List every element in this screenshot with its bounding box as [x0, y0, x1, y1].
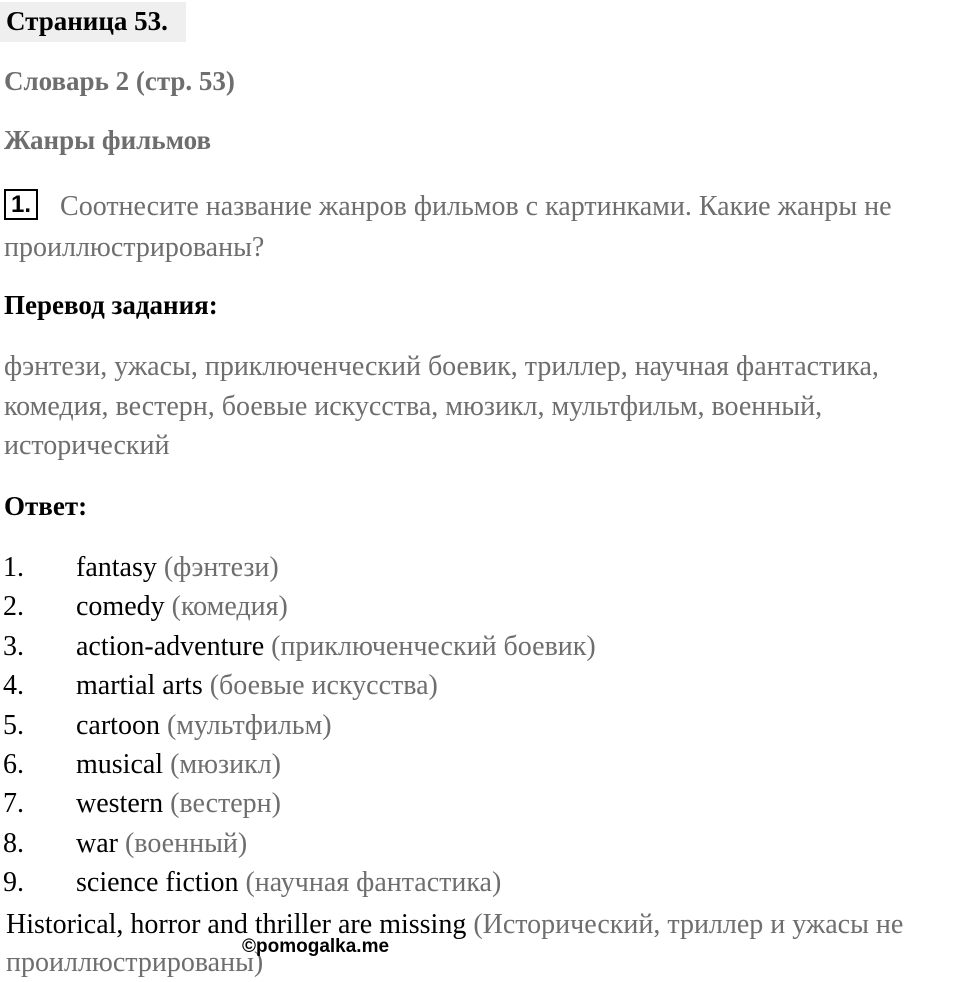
answer-item — [0, 784, 596, 823]
answer-russian: (научная фантастика) — [245, 867, 502, 899]
answer-number: 1. — [3, 552, 24, 583]
answer-english: cartoon — [76, 709, 160, 741]
answer-russian: (боевые искусства) — [209, 670, 438, 702]
answer-number: 9. — [3, 867, 24, 899]
answer-number: 8. — [3, 827, 24, 859]
task-number-box: 1. — [4, 189, 38, 220]
answer-english: comedy — [76, 591, 165, 623]
task-text: Соотнесите название жанров фильмов с картинками. Какие жанры не проиллюстрированы? — [4, 191, 892, 263]
answer-russian: (военный) — [124, 827, 248, 859]
answer-english: musical — [76, 748, 164, 780]
answer-russian: (вестерн) — [170, 788, 281, 820]
answer-english: martial arts — [76, 670, 203, 702]
answer-item — [0, 863, 596, 902]
answer-item — [0, 587, 596, 626]
answer-number: 4. — [3, 670, 24, 702]
answer-number: 3. — [3, 630, 24, 662]
section-title: Словарь 2 (стр. 53) — [4, 66, 235, 96]
answer-russian: (фэнтези) — [163, 552, 279, 583]
topic-title: Жанры фильмов — [4, 125, 212, 155]
answer-russian: (приключенческий боевик) — [271, 630, 596, 662]
answer-english: science fiction — [76, 867, 239, 899]
answer-english: fantasy — [76, 552, 157, 583]
answer-item — [0, 666, 596, 705]
watermark: ©pomogalka.me — [242, 936, 390, 957]
answer-item — [0, 824, 596, 863]
answer-russian: (комедия) — [171, 591, 288, 623]
answer-item — [0, 627, 596, 666]
final-russian: (Исторический, триллер и ужасы не проиллюстрированы) — [6, 909, 904, 978]
answer-english: action-adventure — [76, 630, 265, 662]
task-instruction — [4, 186, 954, 268]
answer-russian: (мультфильм) — [166, 709, 332, 741]
page-header — [0, 2, 186, 42]
answer-number: 6. — [3, 748, 24, 780]
translation-text: фэнтези, ужасы, приключенческий боевик, триллер, научная фантастика, комедия, вестерн, боевые искусства, мюзикл, мультфильм, военный, исторический — [4, 351, 879, 461]
answer-english: war — [76, 827, 118, 859]
answer-item — [0, 548, 596, 587]
answer-list — [0, 548, 596, 903]
translation-heading: Перевод задания: — [4, 290, 218, 320]
answer-russian: (мюзикл) — [170, 748, 281, 780]
answer-heading: Ответ: — [4, 491, 88, 521]
final-answer — [6, 906, 960, 982]
answer-item — [0, 745, 596, 784]
page-title: Страница 53. — [6, 6, 168, 36]
answer-number: 7. — [3, 788, 24, 820]
answer-number: 2. — [3, 591, 24, 623]
answer-number: 5. — [3, 709, 24, 741]
answer-item — [0, 706, 596, 745]
final-english: Historical, horror and thriller are missing — [6, 909, 467, 940]
answer-english: western — [76, 788, 164, 820]
